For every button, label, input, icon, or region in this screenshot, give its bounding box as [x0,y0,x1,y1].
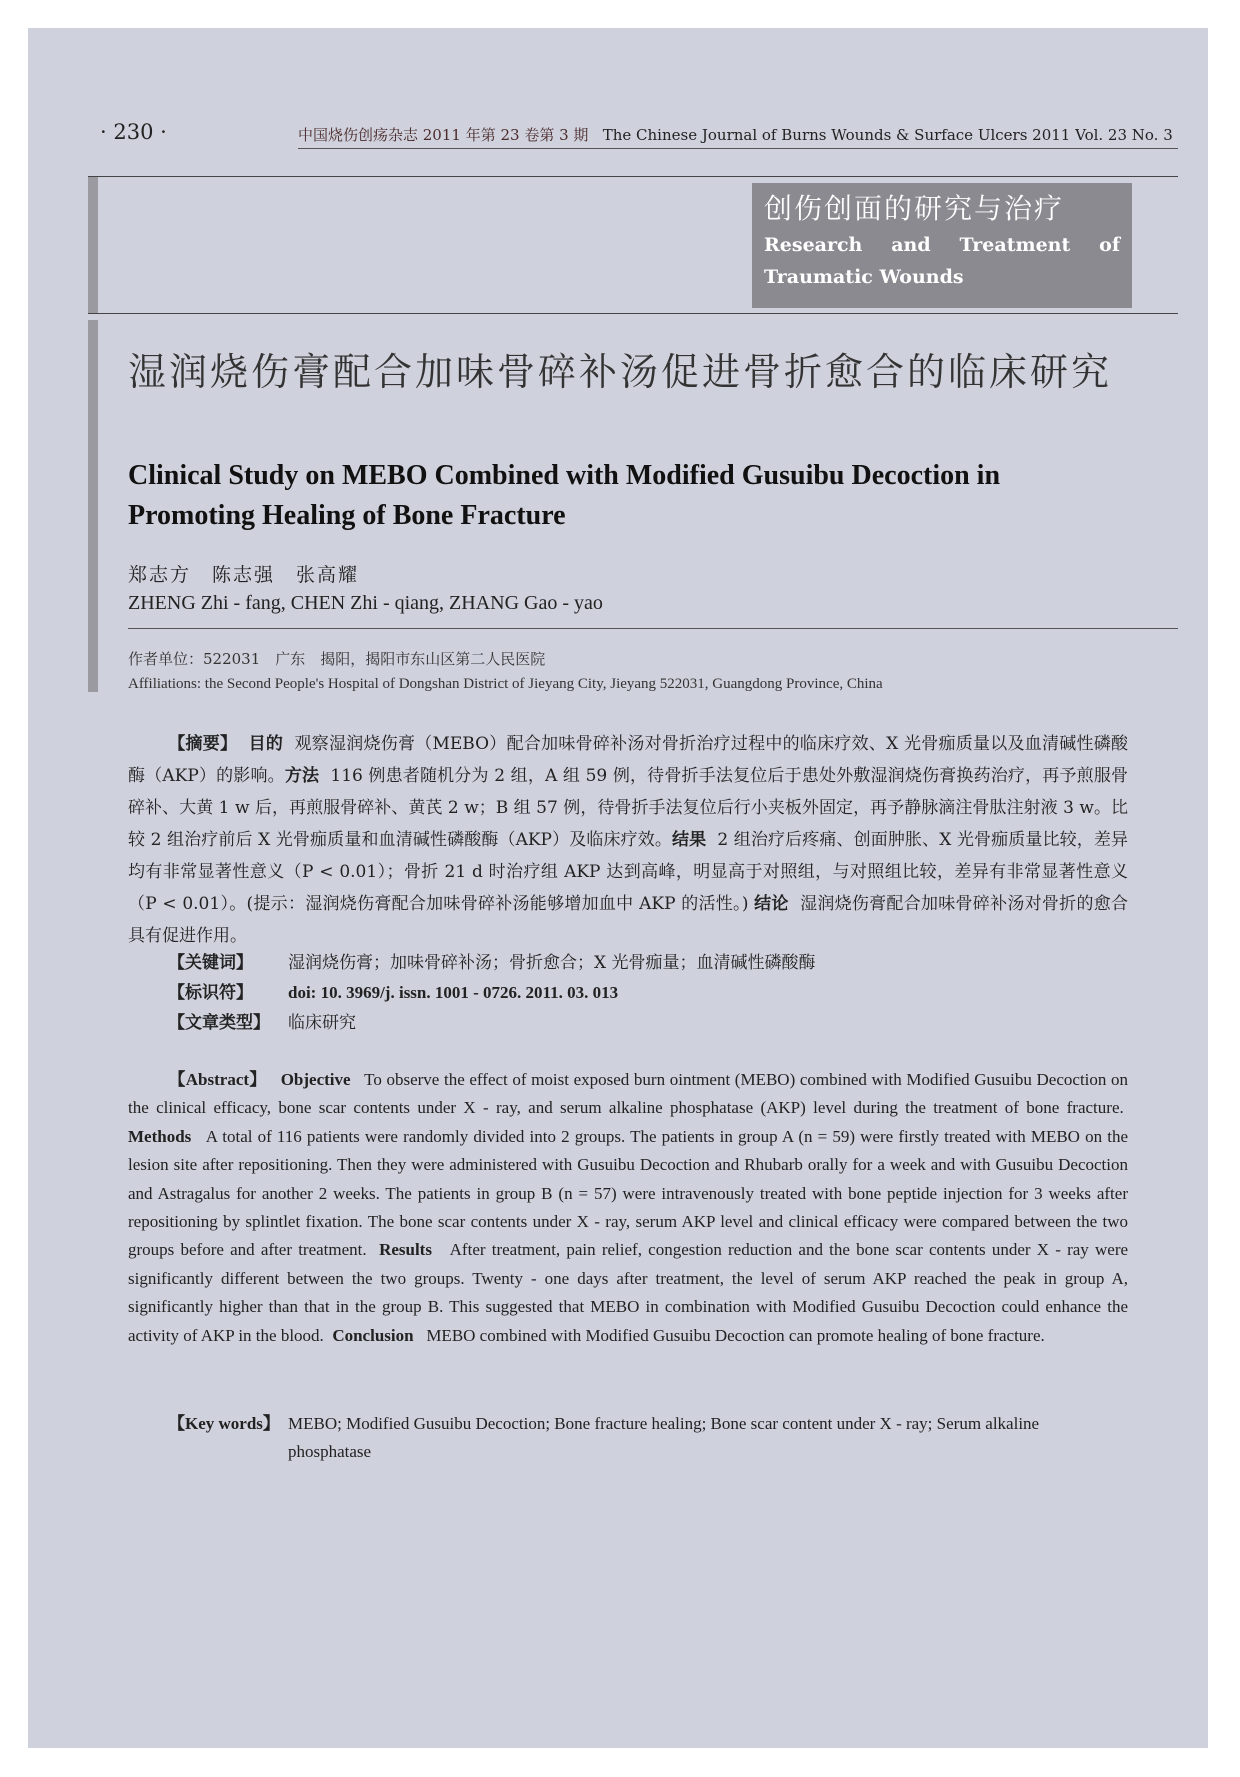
left-accent-bar-top [88,176,98,313]
page-number: · 230 · [100,120,167,144]
keywords-en-text: MEBO; Modified Gusuibu Decoction; Bone fracture healing; Bone scar content under X - ray; Serum alkaline phosphatase [288,1414,1040,1461]
keywords-cn-text: 湿润烧伤膏；加味骨碎补汤；骨折愈合；X 光骨痂量；血清碱性磷酸酶 [288,953,816,973]
author-rule [128,628,1178,629]
methods-cn-text: 116 例患者随机分为 2 组，A 组 59 例，待骨折手法复位后于患处外敷湿润烧伤膏换药治疗，再予煎服骨碎补、大黄 1 w 后，再煎服骨碎补、黄芪 2 w；B 组 57 例，待骨折手法复位后行小夹板外固定，再予静脉滴注骨肽注射液 3 w。比较 2 组治疗前后 X 光骨痂质量和血清碱性磷酸酶（AKP）及临床疗效。 [128,766,1128,850]
article-title-cn: 湿润烧伤膏配合加味骨碎补汤促进骨折愈合的临床研究 [128,350,1113,394]
authors-cn: 郑志方 陈志强 张高耀 [128,564,360,586]
section-rule-top [88,176,1178,177]
results-en-text: After treatment, pain relief, congestion reduction and the bone scar contents under X - ray were significantly different between the two groups. Twenty - one days after treatment, the level of serum AKP reached the peak in group A, significantly higher than that in the group B. This suggested that MEBO in combination with Modified Gusuibu Decoction could enhance the activity of AKP in the blood. [128,1240,1129,1345]
running-header-en: The Chinese Journal of Burns Wounds & Surface Ulcers 2011 Vol. 23 No. 3 [602,126,1173,144]
objective-en-text: To observe the effect of moist exposed burn ointment (MEBO) combined with Modified Gusuibu Decoction on the clinical efficacy, bone scar contents under X - ray, and serum alkaline phosphatase (AKP) level during the treatment of bone fracture. [128,1070,1129,1118]
keywords-en-label: 【Key words】 [168,1414,280,1433]
article-type-text: 临床研究 [288,1013,356,1033]
conclusion-en-label: Conclusion [332,1325,414,1345]
affiliation-cn: 作者单位：522031 广东 揭阳，揭阳市东山区第二人民医院 [128,650,546,668]
results-cn-label: 结果 [672,830,707,850]
affiliation-en: Affiliations: the Second People's Hospital of Dongshan District of Jieyang City, Jieyang 522031, Guangdong Province, China [128,676,883,692]
column-title-en: Research and Treatment of Traumatic Wounds [764,234,1120,288]
article-type-row [168,1008,1068,1033]
identifier-row [168,978,1068,1003]
keywords-cn-row [168,948,1068,973]
objective-cn-text: 观察湿润烧伤膏（MEBO）配合加味骨碎补汤对骨折治疗过程中的临床疗效、X 光骨痂质量以及血清碱性磷酸酶（AKP）的影响。 [128,734,1129,786]
conclusion-en-text: MEBO combined with Modified Gusuibu Decoction can promote healing of bone fracture. [426,1325,1045,1345]
objective-en-label: Objective [280,1070,351,1089]
column-banner [752,183,1132,308]
running-header [298,124,1173,145]
abstract-en [128,1066,1128,1350]
left-accent-bar-bottom [88,320,98,692]
objective-cn-label: 目的 [248,734,284,754]
journal-page [28,28,1208,1748]
keywords-en-row [168,1410,1128,1466]
abstract-cn [128,728,1128,952]
section-rule-mid [88,313,1178,314]
abstract-cn-label: 【摘要】 [168,734,238,754]
header-rule [298,148,1178,149]
article-type-label: 【文章类型】 [168,1013,270,1033]
methods-cn-label: 方法 [284,766,320,786]
authors-en: ZHENG Zhi - fang, CHEN Zhi - qiang, ZHANG Gao - yao [128,592,603,614]
methods-en-text: A total of 116 patients were randomly divided into 2 groups. The patients in group A (n = 59) were firstly treated with MEBO on the lesion site after repositioning. Then they were administered with Gusuibu Decoction and Rhubarb orally for a week and with Gusuibu Decoction and Astragalus for another 2 weeks. The patients in group B (n = 57) were intravenously treated with bone peptide injection for 3 weeks after repositioning by splintlet fixation. The bone scar contents under X - ray, serum AKP level and clinical efficacy were compared between the two groups before and after treatment. [128,1126,1128,1260]
running-header-cn: 中国烧伤创疡杂志 2011 年第 23 卷第 3 期 [298,126,589,144]
results-en-label: Results [379,1240,432,1260]
column-title-cn: 创伤创面的研究与治疗 [764,192,1065,225]
methods-en-label: Methods [128,1126,192,1146]
conclusion-cn-label: 结论 [754,894,789,914]
identifier-label: 【标识符】 [168,983,253,1003]
keywords-cn-label: 【关键词】 [168,953,253,973]
abstract-en-label: 【Abstract】 [168,1070,267,1089]
conclusion-cn-text: 湿润烧伤膏配合加味骨碎补汤对骨折的愈合具有促进作用。 [128,894,1129,946]
article-title-en: Clinical Study on MEBO Combined with Modified Gusuibu Decoction in Promoting Healing of Bone Fracture [128,460,1001,531]
results-cn-text: 2 组治疗后疼痛、创面肿胀、X 光骨痂质量比较，差异均有非常显著性意义（P < 0.01）；骨折 21 d 时治疗组 AKP 达到高峰，明显高于对照组，与对照组比较，差异有非常显著性意义（P < 0.01）。(提示：湿润烧伤膏配合加味骨碎补汤能够增加血中 AKP 的活性。) [128,830,1128,914]
doi-text: doi: 10. 3969/j. issn. 1001 - 0726. 2011. 03. 013 [288,983,619,1002]
